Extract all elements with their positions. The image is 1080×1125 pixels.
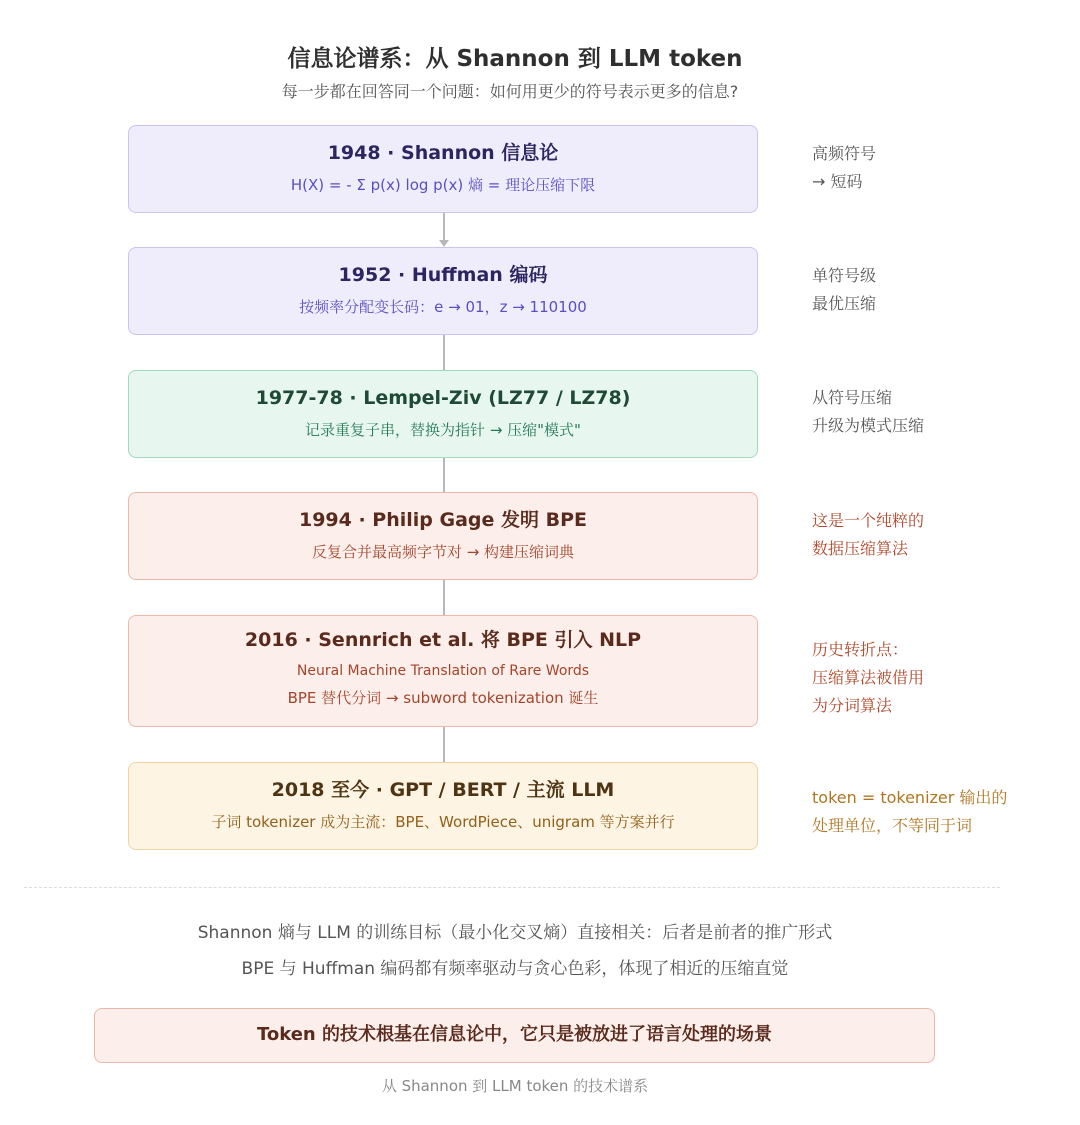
stage-heading: 1977-78 · Lempel-Ziv (LZ77 / LZ78): [255, 387, 631, 409]
stage-box-gage-bpe: [128, 492, 758, 580]
stage-heading: 2018 至今 · GPT / BERT / 主流 LLM: [271, 779, 615, 801]
stage-box-modern-llm: [128, 762, 758, 850]
stage-detail: 反复合并最高频字节对 → 构建压缩词典: [311, 543, 575, 561]
stage-note-huffman: [812, 262, 876, 318]
note-line: 历史转折点：: [812, 640, 909, 659]
note-line: 为分词算法: [812, 696, 893, 715]
note-line: 处理单位，不等同于词: [812, 816, 973, 835]
stage-detail: Neural Machine Translation of Rare Words: [296, 663, 590, 679]
diagram-title: 信息论谱系：从 Shannon 到 LLM token: [287, 46, 743, 72]
stage-detail: 记录重复子串，替换为指针 → 压缩"模式": [305, 421, 581, 439]
connector-3-4: [443, 458, 445, 493]
note-line: 压缩算法被借用: [812, 668, 925, 687]
stage-box-huffman: [128, 247, 758, 335]
note-line: 高频符号: [812, 144, 877, 163]
stage-detail: 子词 tokenizer 成为主流：BPE、WordPiece、unigram 等方案并行: [211, 813, 675, 831]
note-line: 单符号级: [812, 266, 877, 285]
connector-4-5: [443, 580, 445, 616]
note-line: 最优压缩: [812, 294, 877, 313]
section-divider: [24, 887, 1000, 888]
connector-1-2: [443, 213, 445, 240]
stage-note-lempel-ziv: [812, 384, 924, 440]
stage-box-lempel-ziv: [128, 370, 758, 458]
stage-detail: BPE 替代分词 → subword tokenization 诞生: [287, 689, 599, 707]
note-line: 从符号压缩: [812, 388, 893, 407]
note-line: 升级为模式压缩: [812, 416, 925, 435]
connector-arrowhead: [439, 240, 449, 247]
stage-note-modern-llm: [812, 784, 1007, 840]
note-line: → 短码: [812, 172, 863, 191]
stage-heading: 1994 · Philip Gage 发明 BPE: [298, 509, 588, 531]
stage-box-shannon: [128, 125, 758, 213]
figure-caption: 从 Shannon 到 LLM token 的技术谱系: [381, 1077, 649, 1095]
stage-note-gage-bpe: [812, 507, 924, 563]
conclusion-banner: Token 的技术根基在信息论中，它只是被放进了语言处理的场景: [94, 1008, 935, 1063]
connector-5-6: [443, 727, 445, 763]
summary-line: Shannon 熵与 LLM 的训练目标（最小化交叉熵）直接相关：后者是前者的推广形式: [197, 923, 833, 943]
stage-detail: H(X) = - Σ p(x) log p(x) 熵 = 理论压缩下限: [290, 176, 596, 194]
stage-heading: 1952 · Huffman 编码: [338, 264, 548, 286]
stage-heading: 1948 · Shannon 信息论: [327, 142, 559, 164]
summary-line: BPE 与 Huffman 编码都有频率驱动与贪心色彩，体现了相近的压缩直觉: [241, 959, 789, 979]
stage-box-sennrich: [128, 615, 758, 727]
note-line: token = tokenizer 输出的: [812, 788, 1008, 807]
connector-2-3: [443, 335, 445, 371]
stage-note-sennrich: [812, 636, 924, 720]
note-line: 这是一个纯粹的: [812, 511, 925, 530]
stage-detail: 按频率分配变长码：e → 01，z → 110100: [299, 298, 587, 316]
stage-heading: 2016 · Sennrich et al. 将 BPE 引入 NLP: [244, 629, 642, 651]
diagram-subtitle: 每一步都在回答同一个问题：如何用更少的符号表示更多的信息?: [281, 82, 739, 101]
note-line: 数据压缩算法: [812, 539, 909, 558]
stage-note-shannon: [812, 140, 876, 196]
